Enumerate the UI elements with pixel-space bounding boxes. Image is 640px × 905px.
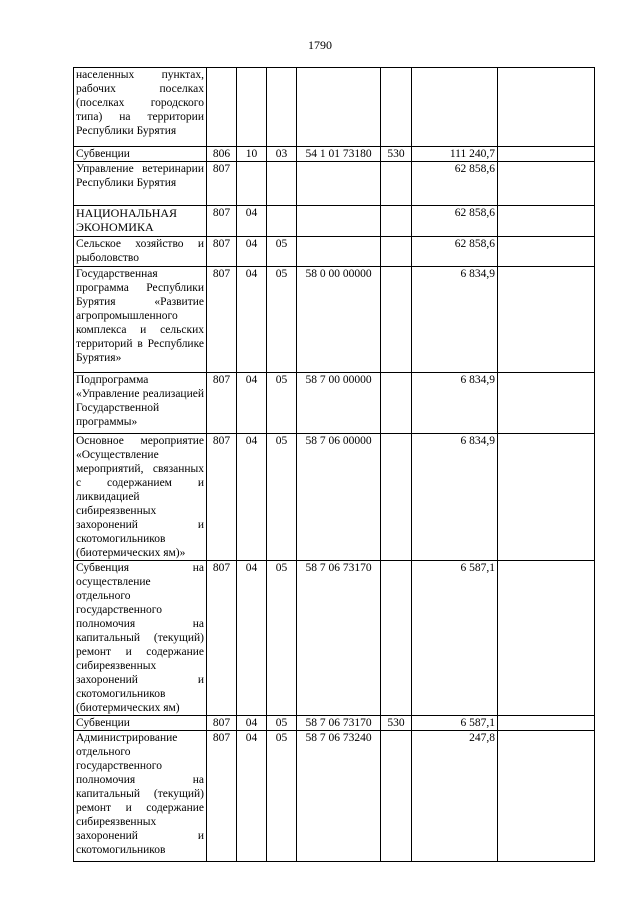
row-vr [381,434,412,561]
row-csr [297,206,381,237]
row-pr: 05 [267,561,297,716]
row-vr [381,162,412,206]
row-sum: 6 834,9 [412,373,498,434]
row-sum: 6 834,9 [412,267,498,373]
row-pr: 05 [267,373,297,434]
row-name: НАЦИОНАЛЬНАЯ ЭКОНОМИКА [74,206,207,237]
table-row [74,561,595,716]
row-name: Субвенция на осуществление отдельного государственного полномочия на капитальный (текущий) ремонт и содержание сибиреязвенных захоронений и скотомогильников (биотермических ям) [74,561,207,716]
row-rz: 04 [237,561,267,716]
table-row [74,237,595,267]
row-sum: 6 587,1 [412,561,498,716]
row-name: Субвенции [74,147,207,162]
row-extra [498,731,595,862]
row-pr: 05 [267,731,297,862]
row-sum: 62 858,6 [412,162,498,206]
row-grbs: 807 [207,731,237,862]
row-name: населенных пунктах, рабочих поселках (поселках городского типа) на территории Республики Бурятия [74,68,207,147]
row-name: Администрирование отдельного государственного полномочия на капитальный (текущий) ремонт и содержание сибиреязвенных захоронений и скотомогильников [74,731,207,862]
row-extra [498,147,595,162]
row-rz: 04 [237,206,267,237]
row-csr: 58 7 06 73170 [297,561,381,716]
row-rz: 04 [237,237,267,267]
row-csr [297,162,381,206]
row-name: Сельское хозяйство и рыболовство [74,237,207,267]
row-pr: 05 [267,434,297,561]
row-vr [381,731,412,862]
row-sum: 6 587,1 [412,716,498,731]
row-vr [381,237,412,267]
row-sum [412,68,498,147]
row-csr [297,68,381,147]
row-extra [498,267,595,373]
row-grbs [207,68,237,147]
row-vr [381,206,412,237]
row-grbs: 806 [207,147,237,162]
table-row [74,731,595,862]
row-grbs: 807 [207,434,237,561]
table-row [74,147,595,162]
row-grbs: 807 [207,237,237,267]
row-name: Государственная программа Республики Бурятия «Развитие агропромышленного комплекса и сельских территорий в Республике Бурятия» [74,267,207,373]
row-pr: 05 [267,237,297,267]
row-rz [237,162,267,206]
row-rz: 04 [237,731,267,862]
page-number: 1790 [308,38,332,52]
row-grbs: 807 [207,561,237,716]
table-row [74,434,595,561]
row-pr: 05 [267,716,297,731]
table-row [74,716,595,731]
row-pr: 03 [267,147,297,162]
row-vr [381,68,412,147]
row-extra [498,206,595,237]
table-row [74,68,595,147]
row-extra [498,162,595,206]
row-name: Подпрограмма «Управление реализацией Государственной программы» [74,373,207,434]
row-pr [267,206,297,237]
row-csr: 58 7 06 00000 [297,434,381,561]
row-csr: 58 7 00 00000 [297,373,381,434]
row-extra [498,373,595,434]
row-rz [237,68,267,147]
row-grbs: 807 [207,373,237,434]
row-csr: 58 7 06 73170 [297,716,381,731]
row-vr [381,561,412,716]
row-pr [267,162,297,206]
budget-table [73,67,595,862]
row-sum: 247,8 [412,731,498,862]
row-csr [297,237,381,267]
row-grbs: 807 [207,162,237,206]
row-sum: 62 858,6 [412,237,498,267]
row-pr: 05 [267,267,297,373]
row-rz: 10 [237,147,267,162]
row-sum: 6 834,9 [412,434,498,561]
row-name: Субвенции [74,716,207,731]
row-extra [498,561,595,716]
row-extra [498,716,595,731]
row-vr: 530 [381,147,412,162]
row-vr: 530 [381,716,412,731]
row-extra [498,68,595,147]
table-row [74,373,595,434]
row-grbs: 807 [207,206,237,237]
row-sum: 111 240,7 [412,147,498,162]
row-extra [498,434,595,561]
row-extra [498,237,595,267]
table-row [74,206,595,237]
row-sum: 62 858,6 [412,206,498,237]
row-rz: 04 [237,716,267,731]
row-grbs: 807 [207,267,237,373]
row-vr [381,267,412,373]
row-csr: 54 1 01 73180 [297,147,381,162]
row-grbs: 807 [207,716,237,731]
row-vr [381,373,412,434]
row-pr [267,68,297,147]
table-row [74,162,595,206]
row-name: Основное мероприятие «Осуществление мероприятий, связанных с содержанием и ликвидацией сибиреязвенных захоронений и скотомогильников (биотермических ям)» [74,434,207,561]
table-row [74,267,595,373]
row-rz: 04 [237,267,267,373]
row-name: Управление ветеринарии Республики Бурятия [74,162,207,206]
row-csr: 58 0 00 00000 [297,267,381,373]
row-rz: 04 [237,373,267,434]
row-csr: 58 7 06 73240 [297,731,381,862]
row-rz: 04 [237,434,267,561]
